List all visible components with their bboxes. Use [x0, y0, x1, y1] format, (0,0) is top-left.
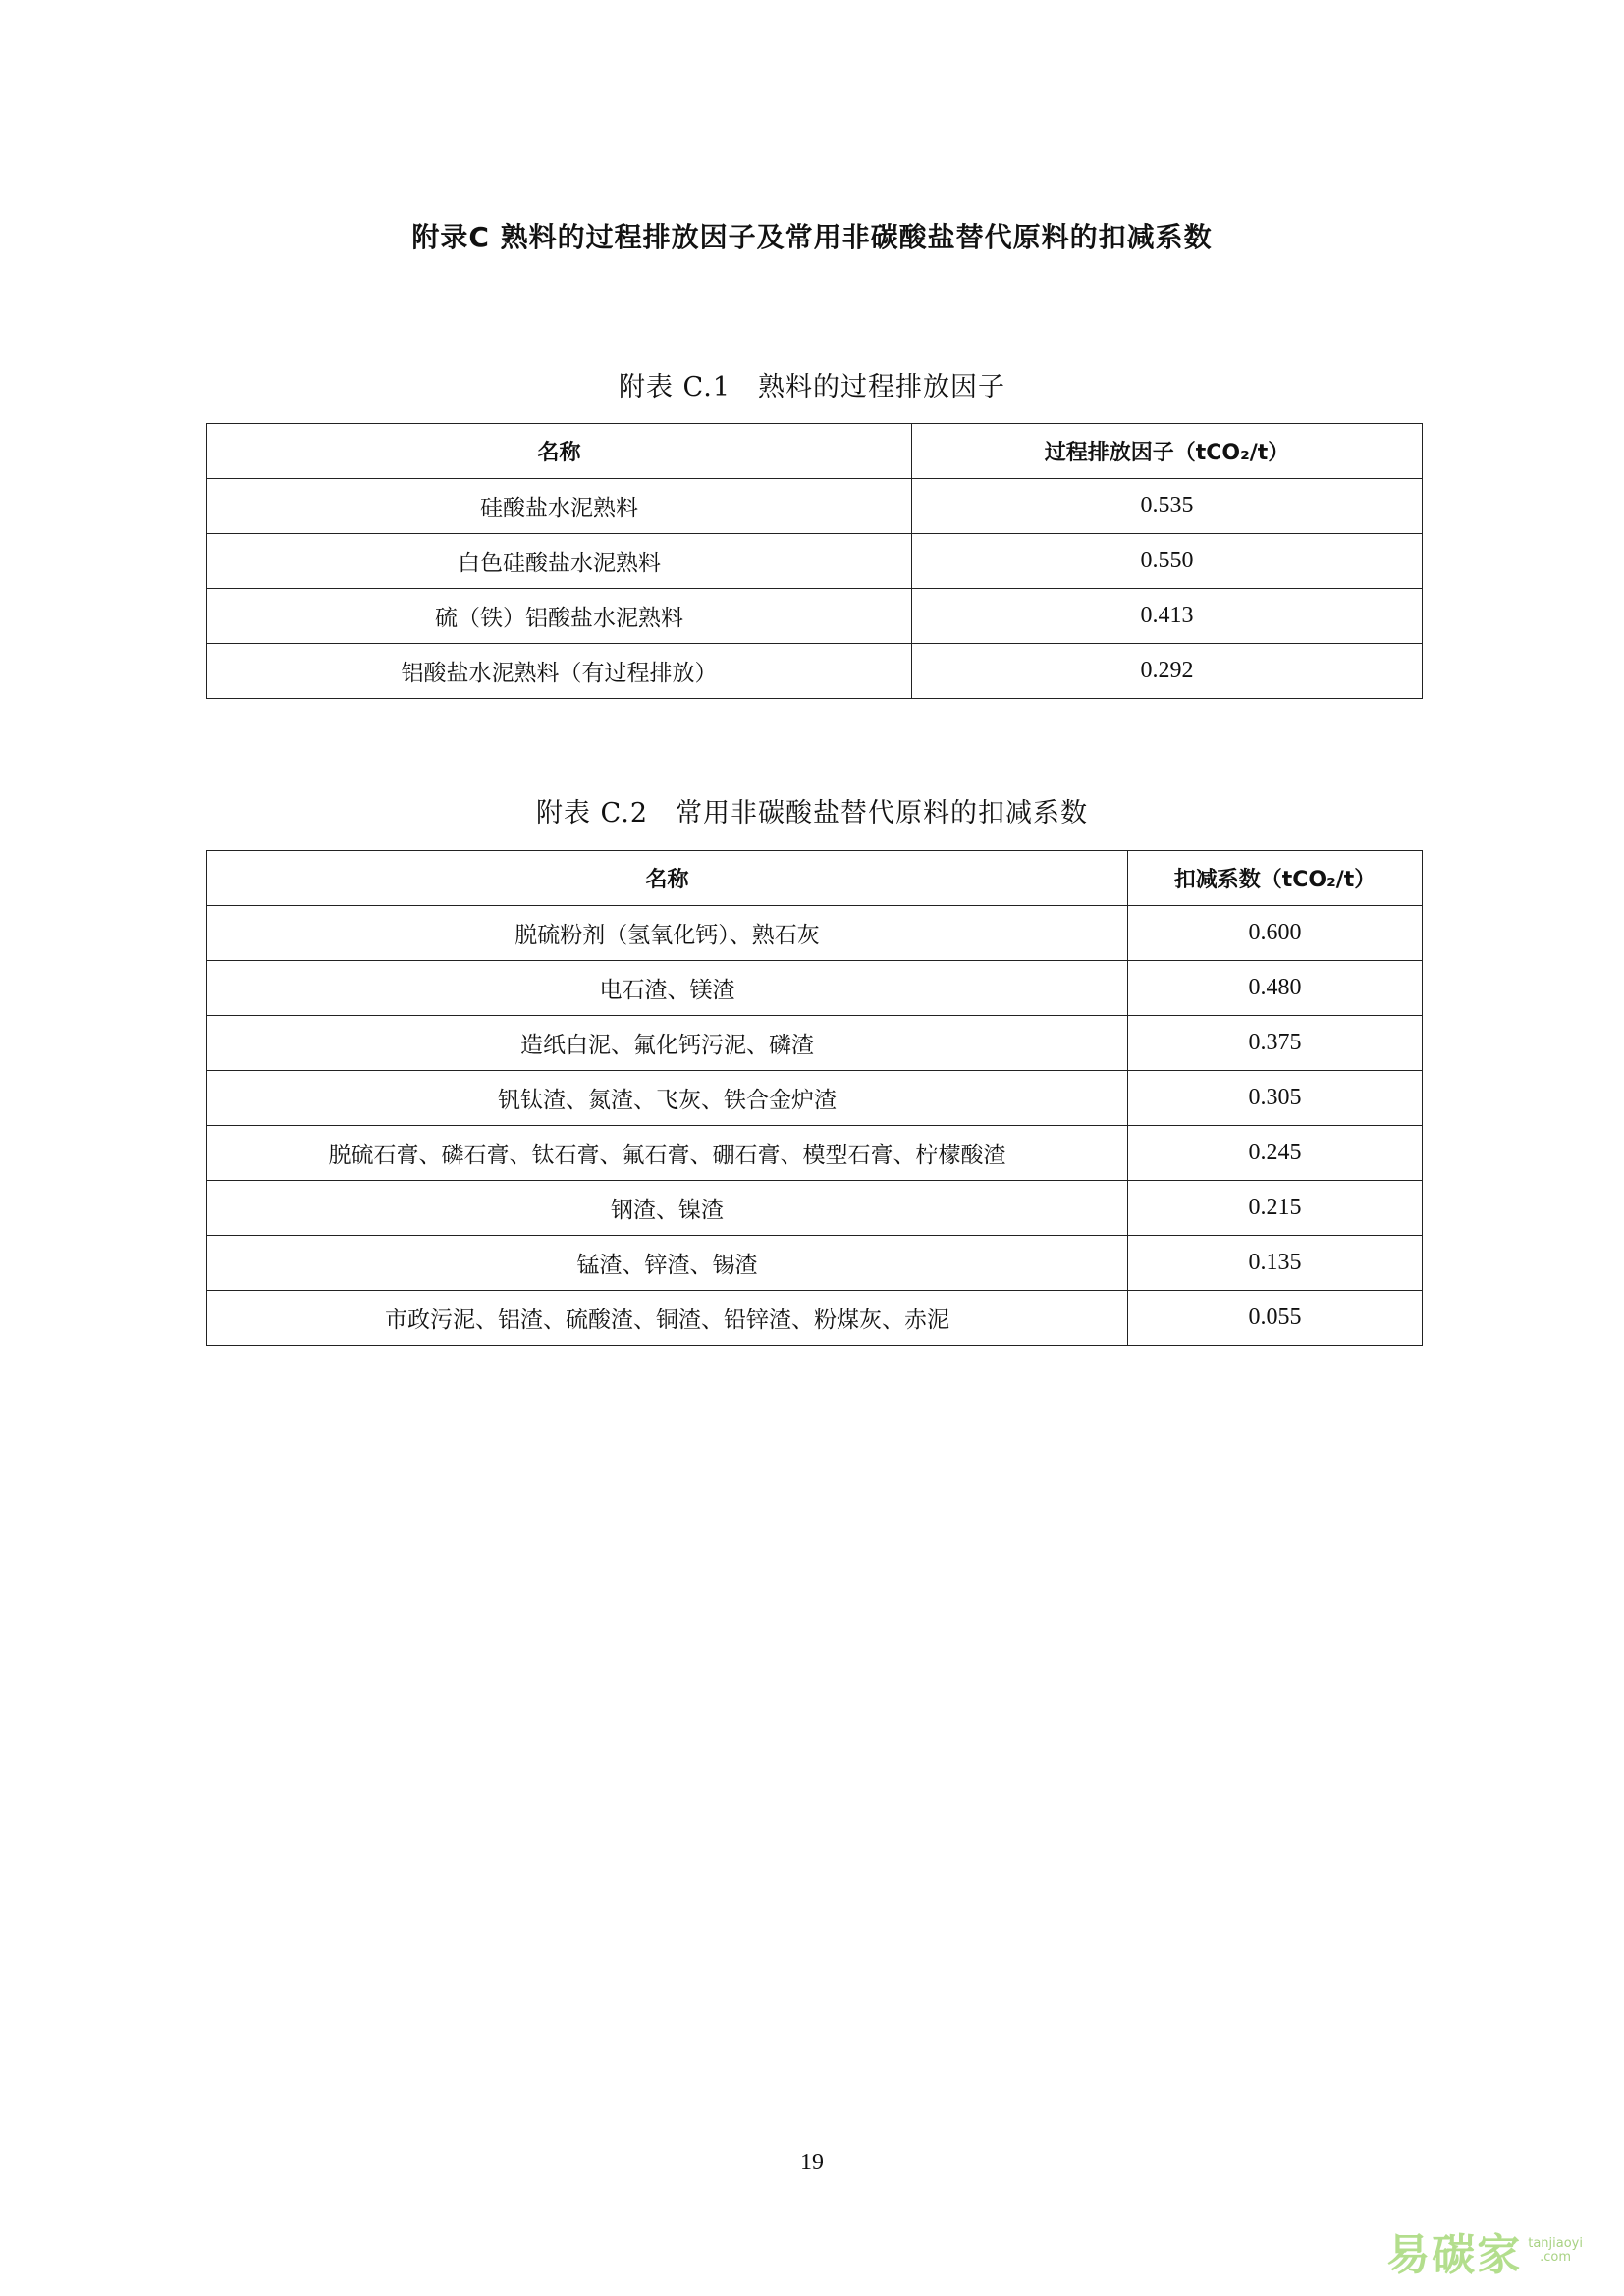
watermark-site-line1: tanjiaoyi [1528, 2235, 1583, 2251]
table-row [207, 479, 1423, 534]
cell-value: 0.550 [912, 534, 1423, 589]
cell-value: 0.535 [912, 479, 1423, 534]
table-row [207, 1071, 1423, 1126]
watermark-logo: 易碳家 [1386, 2230, 1523, 2280]
table-row [207, 644, 1423, 699]
table-c2-caption: 附表 C.2 常用非碳酸盐替代原料的扣减系数 [535, 798, 1089, 828]
cell-value: 0.055 [1128, 1291, 1423, 1346]
cell-name: 钢渣、镍渣 [207, 1181, 1128, 1236]
cell-name: 硅酸盐水泥熟料 [207, 479, 912, 534]
process-emission-factor-table [206, 423, 1423, 699]
cell-value: 0.305 [1128, 1071, 1423, 1126]
appendix-title: 附录C 熟料的过程排放因子及常用非碳酸盐替代原料的扣减系数 [411, 221, 1213, 253]
cell-name: 市政污泥、铝渣、硫酸渣、铜渣、铅锌渣、粉煤灰、赤泥 [207, 1291, 1128, 1346]
cell-value: 0.292 [912, 644, 1423, 699]
cell-name: 脱硫石膏、磷石膏、钛石膏、氟石膏、硼石膏、模型石膏、柠檬酸渣 [207, 1126, 1128, 1181]
cell-name: 脱硫粉剂（氢氧化钙）、熟石灰 [207, 906, 1128, 961]
table-c1-caption: 附表 C.1 熟料的过程排放因子 [618, 372, 1006, 402]
cell-value: 0.600 [1128, 906, 1423, 961]
deduction-coefficient-table [206, 850, 1423, 1346]
table-header-row [207, 424, 1423, 479]
table-row [207, 534, 1423, 589]
table-row [207, 1126, 1423, 1181]
watermark [1386, 2219, 1583, 2282]
table-row [207, 1291, 1423, 1346]
column-header-name: 名称 [207, 851, 1128, 906]
table-row [207, 589, 1423, 644]
cell-name: 铝酸盐水泥熟料（有过程排放） [207, 644, 912, 699]
cell-value: 0.375 [1128, 1016, 1423, 1071]
cell-value: 0.215 [1128, 1181, 1423, 1236]
table-row [207, 1016, 1423, 1071]
cell-name: 锰渣、锌渣、锡渣 [207, 1236, 1128, 1291]
cell-value: 0.413 [912, 589, 1423, 644]
cell-value: 0.135 [1128, 1236, 1423, 1291]
column-header-emission-factor: 过程排放因子（tCO₂/t） [912, 424, 1423, 479]
table-row [207, 961, 1423, 1016]
cell-name: 造纸白泥、氟化钙污泥、磷渣 [207, 1016, 1128, 1071]
column-header-deduction-coefficient: 扣减系数（tCO₂/t） [1128, 851, 1423, 906]
column-header-name: 名称 [207, 424, 912, 479]
watermark-site-line2: .com [1540, 2250, 1572, 2265]
page-number: 19 [800, 2150, 824, 2175]
cell-name: 钒钛渣、氮渣、飞灰、铁合金炉渣 [207, 1071, 1128, 1126]
cell-value: 0.245 [1128, 1126, 1423, 1181]
table-row [207, 1236, 1423, 1291]
table-row [207, 1181, 1423, 1236]
cell-name: 电石渣、镁渣 [207, 961, 1128, 1016]
table-header-row [207, 851, 1423, 906]
cell-name: 白色硅酸盐水泥熟料 [207, 534, 912, 589]
cell-value: 0.480 [1128, 961, 1423, 1016]
cell-name: 硫（铁）铝酸盐水泥熟料 [207, 589, 912, 644]
watermark-site [1528, 2237, 1583, 2266]
table-row [207, 906, 1423, 961]
